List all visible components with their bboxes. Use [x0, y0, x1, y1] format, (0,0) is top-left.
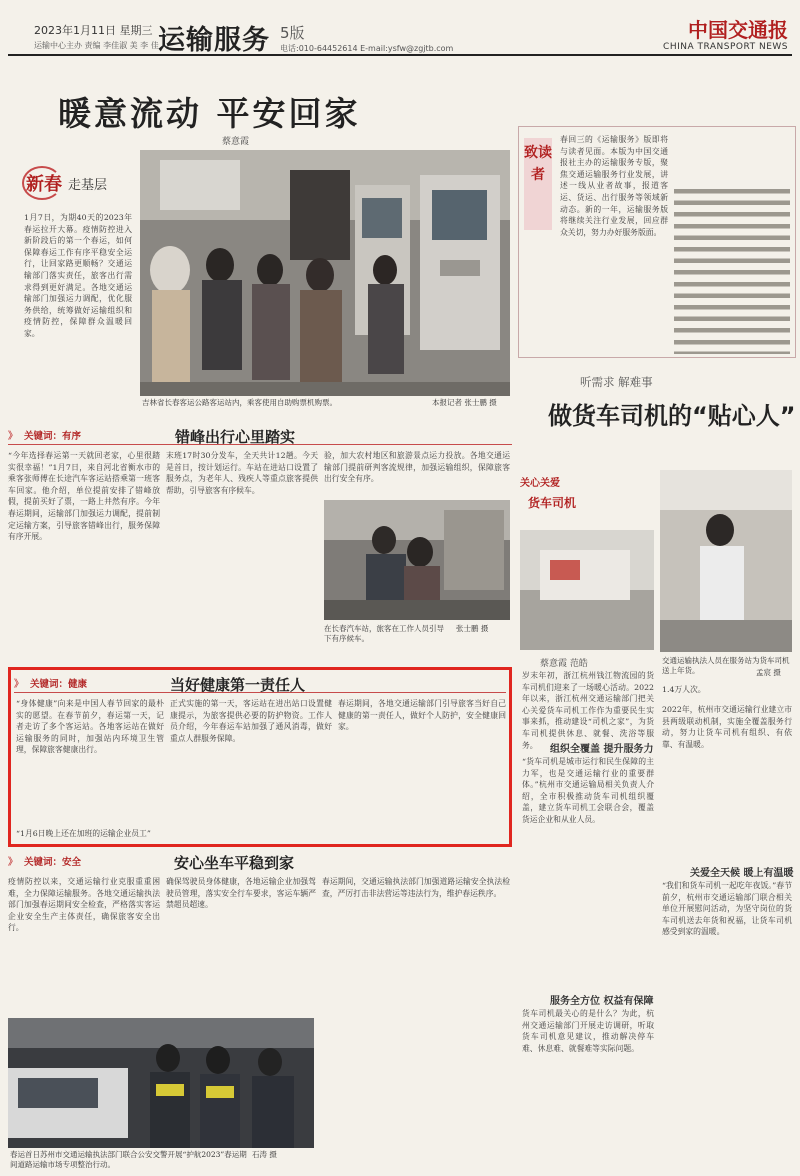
article2-text-d: “1月6日晚上还在加班的运输企业员工”	[16, 829, 151, 838]
article1-text-b: 末班17时30分发车，全天共计12趟。今天是首日，按计划运行。车站在进站口设置了服务点，为老年人、残疾人等重点旅客提供帮助，引导旅客有序候车。	[166, 451, 318, 495]
lead-photo	[140, 150, 510, 396]
article4-byline: 蔡意霞 范皓	[540, 659, 588, 669]
column-logo-text-2: 走基层	[68, 178, 108, 193]
article4-photo	[660, 470, 792, 652]
masthead	[8, 4, 792, 56]
article4-headline: 做货车司机的“贴心人”	[548, 402, 796, 430]
reader-note-text: 春回三的《运输服务》版即将与读者见面。本版为中国交通报社主办的运输服务专版，聚焦交通运输服务行业发展，讲述一线从业者故事，报道客运、货运、出行服务等领域新动态。新的一年，运输服务版将继续关注行业发展，回应群众关切，努力办好服务版面。	[560, 135, 668, 237]
service-station-image	[660, 470, 792, 652]
article3-title: 安心坐车平稳到家	[174, 854, 295, 872]
inspection-image	[8, 1018, 314, 1148]
waiting-room-image	[324, 500, 510, 620]
section-title: 运输服务	[158, 25, 270, 56]
article4-subheadline: 听需求 解难事	[580, 375, 653, 389]
article3-text-a: 疫情防控以来，交通运输行业克服重重困难，全力保障运输服务。各地交通运输执法部门加强春运期间安全检查，严格落实客运企业安全生产主体责任，确保旅客安全出行。	[8, 877, 160, 933]
lead-intro-text: 1月7日，为期40天的2023年春运拉开大幕。疫情防控进入新阶段后的第一个春运，如何保障春运工作有序平稳安全运行，让回家路更顺畅？交通运输部门落实责任，旅客出行需求得到更好满足。各地交通运输部门加强运力调配，优化服务供给，统筹做好运输组织和疫情防控，保障群众温暖回家。	[24, 213, 132, 338]
article4-text-a: 岁末年初，浙江杭州钱江物流园的货车司机们迎来了一场暖心活动。2022年以来，浙江杭州交通运输部门把关心关爱货车司机工作作为重要民生实事来抓，推动建设“司机之家”，为货车司机提供休息、就餐、洗浴等服务。	[522, 671, 654, 750]
article1-photo-credit: 张士鹏 摄	[456, 624, 489, 633]
article3-photo	[8, 1018, 314, 1148]
lead-headline: 暖意流动 平安回家	[58, 94, 361, 133]
reader-note-tag: 致读者	[524, 138, 552, 230]
article2-kicker: 》 关键词：健康	[14, 676, 164, 691]
contact-info: 电话:010-64452614 E-mail:ysfw@zgjtb.com	[280, 44, 454, 53]
newspaper-english-name: CHINA TRANSPORT NEWS	[663, 42, 788, 52]
lead-photo-credit: 本报记者 张士鹏 摄	[432, 398, 497, 407]
article3-text-c: 春运期间，交通运输执法部门加强道路运输安全执法检查，严厉打击非法营运等违法行为，维护春运秩序。	[322, 877, 510, 898]
article4-text-f: “我们和货车司机一起吃年夜饭。”春节前夕，杭州市交通运输部门联合相关单位开展慰问活动，为坚守岗位的货车司机送去年货和祝福，让货车司机感受到家的温暖。	[662, 881, 792, 937]
page-number: 5版	[280, 24, 305, 42]
article2-title: 当好健康第一责任人	[170, 676, 306, 694]
driver-care-badge	[518, 470, 578, 528]
article4-section-head-1: 组织全覆盖 提升服务力	[550, 744, 654, 755]
article4-text-c: “货车司机是城市运行和民生保障的主力军，也是交通运输行业的重要群体。”杭州市交通运输局相关负责人介绍，全市积极推动货车司机组织覆盖，建立货车司机工会联合会，覆盖货运企业和从业人员。	[522, 757, 654, 824]
truck-photo-left	[520, 530, 654, 650]
reader-note-text-continued	[674, 186, 790, 354]
article4-photo-credit: 孟宸 摄	[756, 668, 781, 677]
article1-text-a: “今年选择春运第一天就回老家，心里很踏实很幸福！”1月7日，来自河北省衡水市的乘客张师傅在长途汽车客运站搭乘第一班客车回家。他介绍，单位提前安排了错峰放假，提前买好了票，一路上井然有序。今年春运期间，运输部门加强运力调配，提前制定运输方案，引导旅客错峰出行，服务保障有序开展。	[8, 451, 160, 542]
article3-photo-credit: 石涛 摄	[252, 1150, 277, 1159]
article3-text-b: 确保驾驶员身体健康，各地运输企业加强驾驶员管理，落实安全行车要求，客运车辆严禁超员超速。	[166, 877, 316, 910]
column-logo	[22, 160, 134, 206]
badge-line-2: 货车司机	[528, 496, 577, 510]
article2-text-a: “身体健康”向来是中国人春节回家的最朴实的愿望。在春节前夕，春运第一天，记者走访了多个客运站。各地客运站在做好运输服务的同时，加强站内环境卫生管理，保障旅客健康出行。	[16, 699, 164, 755]
newspaper-logo: 中国交通报	[688, 18, 788, 42]
lead-photo-caption: 吉林省长春客运公路客运站内，乘客使用自助购票机购票。	[142, 398, 337, 407]
article1-title: 错峰出行心里踏实	[175, 428, 296, 446]
truck-image	[520, 530, 654, 650]
article1-text-c: 验，加大农村地区和旅游景点运力投放。各地交通运输部门提前研判客流规律，加强运输组织，保障旅客出行安全有序。	[324, 451, 510, 484]
article3-kicker: 》 关键词：安全	[8, 854, 158, 869]
column-logo-text-1: 新春	[26, 174, 62, 195]
issue-date: 2023年1月11日 星期三	[34, 24, 153, 37]
article4-text-e: 货车司机最关心的是什么？为此，杭州交通运输部门开展走访调研，听取货车司机意见建议，推动解决停车难、休息难、就餐难等实际问题。	[522, 1009, 654, 1053]
article3-photo-caption: 春运首日苏州市交通运输执法部门联合公安交警开展“护航2023”春运期间道路运输市场专项整治行动。	[10, 1150, 247, 1169]
article1-kicker: 》 关键词：有序	[8, 428, 158, 443]
article1-photo	[324, 500, 510, 620]
article2-text-c: 春运期间，各地交通运输部门引导旅客当好自己健康的第一责任人，做好个人防护，安全健康回家。	[338, 699, 506, 732]
station-hall-image	[140, 150, 510, 396]
article4-photo-caption: 交通运输执法人员在服务站为货车司机送上年货。	[662, 656, 790, 675]
article4-section-head-3: 关爱全天候 暖上有温暖	[690, 868, 794, 879]
lead-byline: 蔡意霞	[222, 137, 250, 147]
badge-line-1: 关心关爱	[520, 478, 560, 489]
staff-line: 运输中心主办 责编 李佳淑 美 李 佳	[34, 41, 159, 50]
article2-text-b: 正式实施的第一天，客运站在进出站口设置健康提示，为旅客提供必要的防护物资。工作人员介绍，今年春运车站加强了通风消毒，做好重点人群服务保障。	[170, 699, 332, 743]
article4-text-b: 1.4万人次。	[662, 685, 706, 694]
article4-section-head-2: 服务全方位 权益有保障	[550, 996, 654, 1007]
article4-text-d: 2022年，杭州市交通运输行业建立市县两级联动机制，实施全覆盖服务行动，努力让货车司机有组织、有依靠、有温暖。	[662, 705, 792, 749]
article1-photo-caption: 在长春汽车站，旅客在工作人员引导下有序候车。	[324, 624, 444, 643]
